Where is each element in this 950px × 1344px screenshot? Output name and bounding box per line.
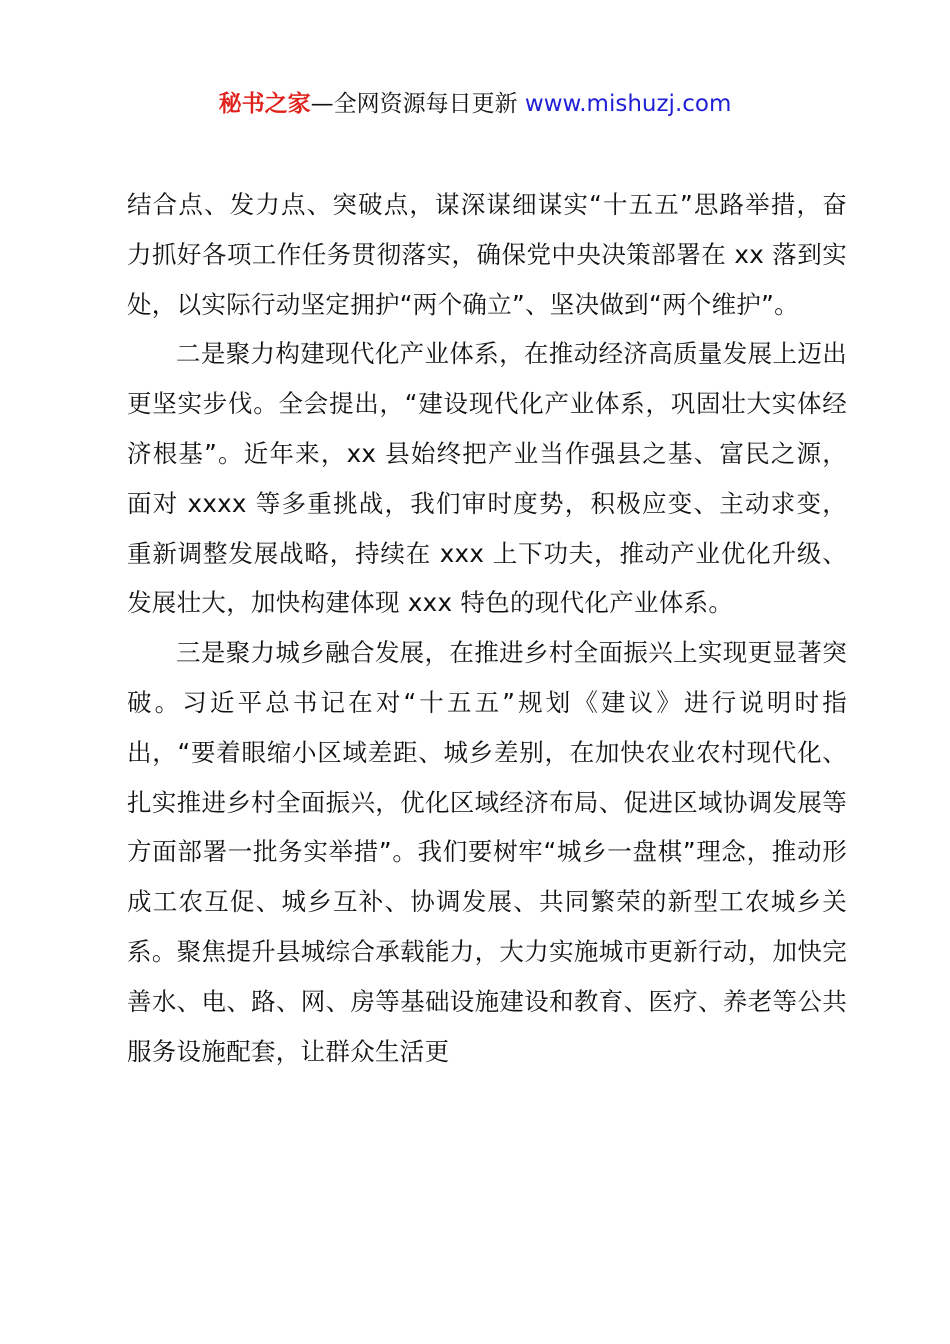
site-tagline: —全网资源每日更新	[310, 91, 525, 117]
document-body	[127, 180, 847, 1076]
paragraph-industry-system: 二是聚力构建现代化产业体系，在推动经济高质量发展上迈出更坚实步伐。全会提出，“建设现代化产业体系，巩固壮大实体经济根基”。近年来，xx 县始终把产业当作强县之基、富民之源，面对 xxxx 等多重挑战，我们审时度势，积极应变、主动求变，重新调整发展战略，持续在 xxx 上下功夫，推动产业优化升级、发展壮大，加快构建体现 xxx 特色的现代化产业体系。	[127, 339, 847, 618]
paragraph-continuation: 结合点、发力点、突破点，谋深谋细谋实“十五五”思路举措，奋力抓好各项工作任务贯彻落实，确保党中央决策部署在 xx 落到实处，以实际行动坚定拥护“两个确立”、坚决做到“两个维护”。	[127, 190, 847, 319]
site-url[interactable]: www.mishuzj.com	[524, 91, 732, 117]
site-header	[0, 86, 950, 122]
brand-name: 秘书之家	[218, 91, 311, 117]
paragraph-urban-rural: 三是聚力城乡融合发展，在推进乡村全面振兴上实现更显著突破。习近平总书记在对“十五五”规划《建议》进行说明时指出，“要着眼缩小区域差距、城乡差别，在加快农业农村现代化、扎实推进乡村全面振兴，优化区域经济布局、促进区域协调发展等方面部署一批务实举措”。我们要树牢“城乡一盘棋”理念，推动形成工农互促、城乡互补、协调发展、共同繁荣的新型工农城乡关系。聚焦提升县城综合承载能力，大力实施城市更新行动，加快完善水、电、路、网、房等基础设施建设和教育、医疗、养老等公共服务设施配套，让群众生活更	[127, 638, 847, 1066]
